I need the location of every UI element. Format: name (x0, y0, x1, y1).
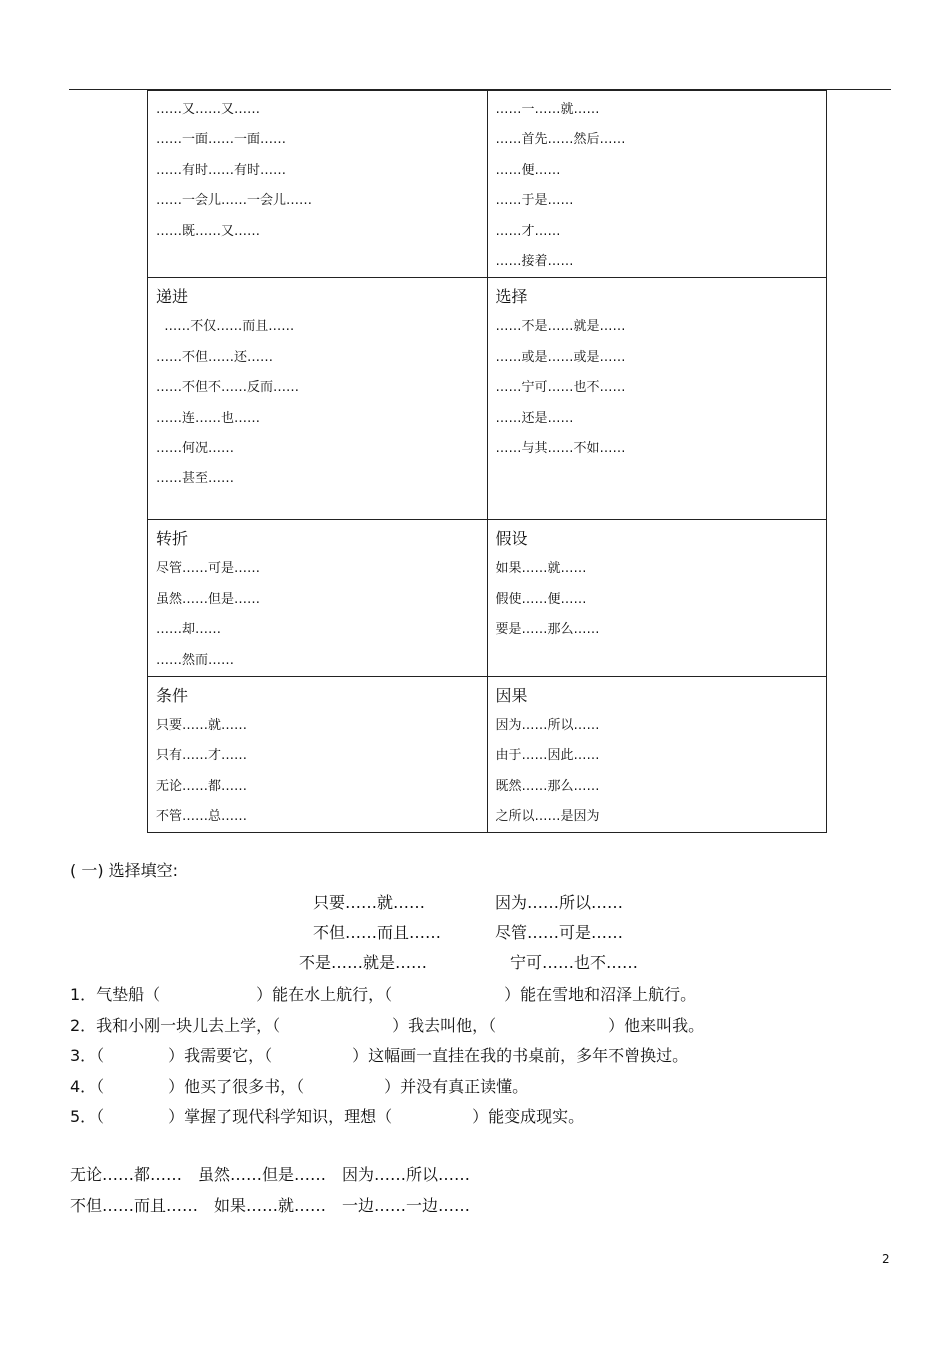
question-4: 4．（ ）他买了很多书，（ ）并没有真正读懂。 (70, 1077, 529, 1096)
list-item: ……既……又…… (156, 223, 261, 239)
page-number: 2 (882, 1252, 890, 1266)
list-item: ……于是…… (495, 193, 574, 209)
option-text: 不但……而且…… (313, 923, 442, 942)
category-label: 条件 (156, 685, 189, 705)
list-item: 假使……便…… (495, 591, 587, 607)
option-text: 只要……就…… (313, 893, 426, 912)
table-cell (487, 520, 827, 677)
list-item: 尽管……可是…… (156, 561, 261, 577)
list-item: ……宁可……也不…… (495, 380, 626, 396)
table-row (148, 676, 827, 833)
word-bank-line-2: 不但……而且…… 如果……就…… 一边……一边…… (70, 1196, 471, 1215)
list-item: ……首先……然后…… (495, 132, 626, 148)
question-1: 1．气垫船（ ）能在水上航行，（ ）能在雪地和沼泽上航行。 (70, 985, 697, 1004)
list-item: ……不但不……反而…… (156, 380, 300, 396)
list-item: ……与其……不如…… (495, 440, 626, 456)
list-item: ……然而…… (156, 652, 235, 668)
word-bank-line-1: 无论……都…… 虽然……但是…… 因为……所以…… (70, 1165, 471, 1184)
option-text: 因为……所以…… (495, 893, 624, 912)
exercise-title: ( 一) 选择填空: (70, 861, 179, 880)
list-item: 既然……那么…… (495, 778, 600, 794)
list-item: 虽然……但是…… (156, 591, 261, 607)
option-column-left (299, 888, 442, 978)
question-3: 3．（ ）我需要它，（ ）这幅画一直挂在我的书桌前，多年不曾换过。 (70, 1046, 689, 1065)
category-label: 因果 (495, 685, 528, 705)
table-cell (148, 278, 488, 520)
table-row (148, 520, 827, 677)
list-item: ……或是……或是…… (495, 349, 626, 365)
list-item: ……接着…… (495, 253, 574, 269)
category-label: 转折 (156, 529, 189, 549)
list-item: ……又……又…… (156, 102, 261, 117)
list-item: 无论……都…… (156, 778, 248, 794)
list-item: ……不仅……而且…… (156, 319, 295, 335)
table-cell (148, 520, 488, 677)
option-column-right (495, 888, 638, 978)
option-text: 宁可……也不…… (510, 953, 639, 972)
conjunction-table (147, 90, 827, 833)
table-cell (148, 676, 488, 833)
category-label: 递进 (156, 287, 189, 307)
list-item: ……一……就…… (495, 102, 600, 117)
list-item: 如果……就…… (495, 561, 587, 577)
list-item: 只要……就…… (156, 717, 248, 733)
table-row (148, 91, 827, 278)
category-label: 假设 (495, 529, 528, 549)
list-item: 由于……因此…… (495, 748, 600, 764)
table-cell (487, 91, 827, 278)
category-label: 选择 (495, 287, 528, 307)
list-item: ……才…… (495, 223, 561, 239)
list-item: ……便…… (495, 162, 561, 178)
list-item: 不管……总…… (156, 809, 248, 825)
option-text: 不是……就是…… (299, 953, 428, 972)
list-item: ……却…… (156, 622, 222, 638)
list-item: ……何况…… (156, 440, 235, 456)
table-cell (487, 278, 827, 520)
question-5: 5．（ ）掌握了现代科学知识，理想（ ）能变成现实。 (70, 1107, 585, 1126)
list-item: 要是……那么…… (495, 622, 600, 638)
list-item: ……不是……就是…… (495, 319, 626, 335)
table-row (148, 278, 827, 520)
list-item: ……一面……一面…… (156, 132, 287, 148)
list-item: ……一会儿……一会儿…… (156, 193, 313, 209)
list-item: ……不但……还…… (156, 349, 274, 365)
table-cell (487, 676, 827, 833)
list-item: ……有时……有时…… (156, 162, 287, 178)
table-cell (148, 91, 488, 278)
list-item: ……连……也…… (156, 410, 261, 426)
list-item: 之所以……是因为 (495, 809, 600, 825)
list-item: 因为……所以…… (495, 717, 600, 733)
list-item: 只有……才…… (156, 748, 248, 764)
list-item: ……还是…… (495, 410, 574, 426)
list-item: ……甚至…… (156, 471, 235, 487)
option-text: 尽管……可是…… (495, 923, 624, 942)
question-2: 2．我和小刚一块儿去上学，（ ）我去叫他，（ ）他来叫我。 (70, 1016, 705, 1035)
